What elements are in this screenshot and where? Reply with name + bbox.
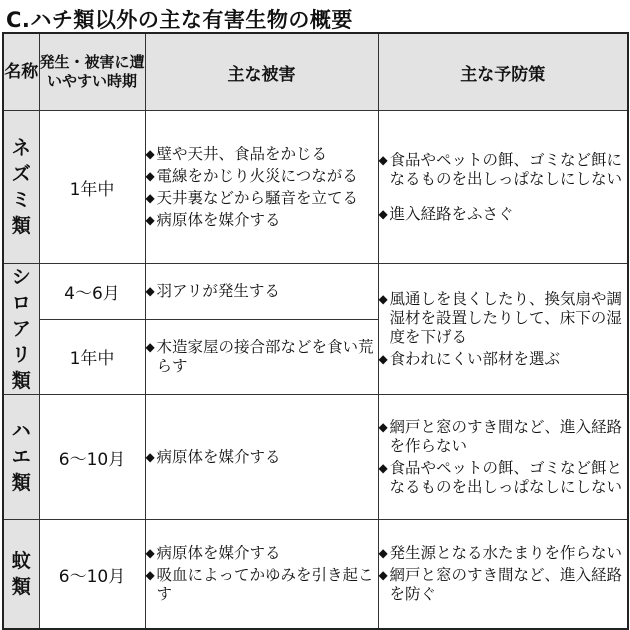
prevention-item: ◆ 網戸と窓のすき間など、進入経路を防ぐ bbox=[378, 566, 623, 603]
prevention-cell bbox=[378, 264, 628, 395]
bullet-icon: ◆ bbox=[378, 351, 388, 366]
bullet-icon: ◆ bbox=[378, 546, 388, 560]
damage-item: ◆ 病原体を媒介する bbox=[145, 544, 281, 562]
damage-item: ◆ 羽アリが発生する bbox=[145, 281, 280, 300]
pest-time: 1年中 bbox=[39, 111, 145, 264]
bullet-icon: ◆ bbox=[145, 449, 155, 464]
bullet-icon: ◆ bbox=[378, 568, 388, 582]
bullet-icon: ◆ bbox=[145, 283, 155, 298]
bullet-icon: ◆ bbox=[145, 546, 155, 560]
damage-item: ◆ 電線をかじり火災につながる bbox=[145, 166, 358, 185]
damage-item: ◆ 病原体を媒介する bbox=[145, 210, 281, 229]
bullet-icon: ◆ bbox=[145, 212, 155, 227]
header-row bbox=[3, 33, 628, 111]
prevention-cell bbox=[378, 111, 628, 264]
table-row bbox=[3, 264, 628, 320]
bullet-icon: ◆ bbox=[378, 206, 388, 221]
header-name: 名称 bbox=[3, 33, 39, 111]
bullet-icon: ◆ bbox=[378, 291, 388, 306]
prevention-item: ◆ 食われにくい部材を選ぶ bbox=[378, 349, 561, 368]
pest-name: ネズミ類 bbox=[3, 111, 39, 264]
pest-time: 4～6月 bbox=[39, 264, 145, 320]
bullet-icon: ◆ bbox=[378, 419, 388, 434]
prevention-item: ◆ 食品やペットの餌、ゴミなど餌となるものを出しっぱなしにしない bbox=[378, 458, 623, 496]
table-row bbox=[3, 520, 628, 630]
prevention-cell bbox=[378, 520, 628, 630]
bullet-icon: ◆ bbox=[378, 460, 388, 475]
damage-cell bbox=[145, 319, 378, 394]
damage-item: ◆ 天井裏などから騒音を立てる bbox=[145, 188, 359, 207]
bullet-icon: ◆ bbox=[378, 152, 388, 167]
prevention-item: ◆ 発生源となる水たまりを作らない bbox=[378, 544, 623, 562]
pest-time: 6～10月 bbox=[39, 395, 145, 520]
damage-item: ◆ 木造家屋の接合部などを食い荒らす bbox=[145, 337, 374, 375]
bullet-icon: ◆ bbox=[145, 339, 155, 354]
pest-time: 1年中 bbox=[39, 319, 145, 394]
damage-cell bbox=[145, 520, 378, 630]
pest-table bbox=[2, 32, 629, 630]
pest-name: 蚊類 bbox=[3, 520, 39, 630]
pest-name: ハエ類 bbox=[3, 395, 39, 520]
pest-time: 6～10月 bbox=[39, 520, 145, 630]
table-row bbox=[3, 395, 628, 520]
bullet-icon: ◆ bbox=[145, 168, 155, 183]
damage-cell bbox=[145, 264, 378, 320]
damage-cell bbox=[145, 111, 378, 264]
prevention-item: ◆ 風通しを良くしたり、換気扇や調湿材を設置したりして、床下の湿度を下げる bbox=[378, 289, 623, 346]
bullet-icon: ◆ bbox=[145, 146, 155, 161]
damage-cell bbox=[145, 395, 378, 520]
bullet-icon: ◆ bbox=[145, 190, 155, 205]
damage-item: ◆ 病原体を媒介する bbox=[145, 447, 281, 466]
header-time: 発生・被害に遭いやすい時期 bbox=[39, 33, 145, 111]
damage-item: ◆ 壁や天井、食品をかじる bbox=[145, 144, 328, 163]
prevention-item: ◆ 進入経路をふさぐ bbox=[378, 204, 514, 223]
header-damage: 主な被害 bbox=[145, 33, 378, 111]
bullet-icon: ◆ bbox=[145, 568, 155, 582]
damage-item: ◆ 吸血によってかゆみを引き起こす bbox=[145, 566, 374, 603]
header-prevention: 主な予防策 bbox=[378, 33, 628, 111]
pest-name: シロアリ類 bbox=[3, 264, 39, 395]
prevention-cell bbox=[378, 395, 628, 520]
prevention-item: ◆ 食品やペットの餌、ゴミなど餌になるものを出しっぱなしにしない bbox=[378, 150, 623, 188]
table-row bbox=[3, 111, 628, 264]
page-title: C.ハチ類以外の主な有害生物の概要 bbox=[6, 8, 353, 32]
prevention-item: ◆ 網戸と窓のすき間など、進入経路を作らない bbox=[378, 417, 623, 455]
